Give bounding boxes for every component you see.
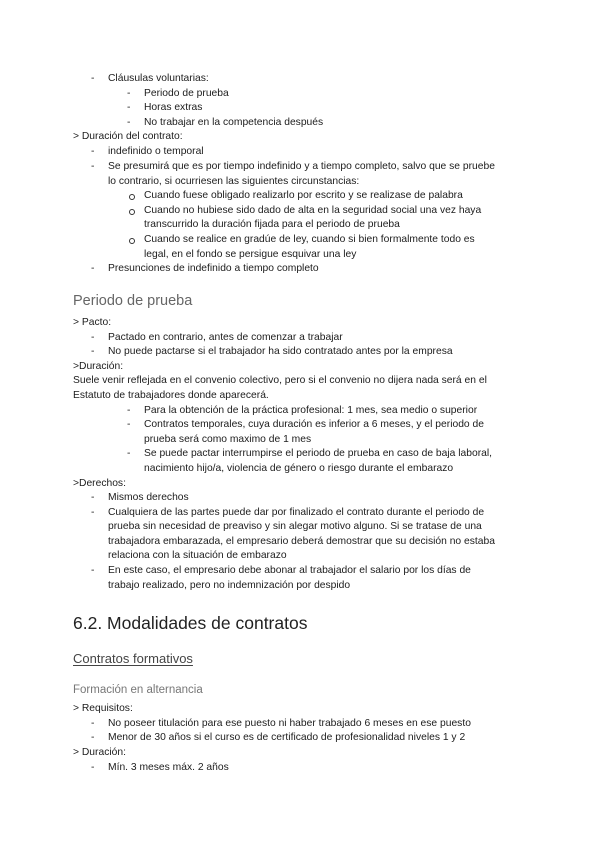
- section-label: > Duración del contrato:: [73, 131, 183, 142]
- list-dash: -: [127, 117, 131, 128]
- list-item-continuation: trabajo realizado, pero no indemnización por despido: [108, 580, 351, 591]
- list-item: Presunciones de indefinido a tiempo completo: [108, 263, 319, 274]
- list-dash: -: [91, 507, 95, 518]
- list-item: Menor de 30 años si el curso es de certificado de profesionalidad niveles 1 y 2: [108, 732, 466, 743]
- paragraph-line: Suele venir reflejada en el convenio colectivo, pero si el convenio no dijera nada será en el: [73, 375, 487, 386]
- section-label: > Pacto:: [73, 317, 112, 328]
- list-dash: -: [91, 565, 95, 576]
- list-item: Mismos derechos: [108, 492, 189, 503]
- list-dash: -: [127, 102, 131, 113]
- list-dash: -: [127, 419, 131, 430]
- list-dash: -: [127, 448, 131, 459]
- list-item: No trabajar en la competencia después: [144, 117, 324, 128]
- chapter-heading: 6.2. Modalidades de contratos: [73, 613, 308, 633]
- list-item: Mín. 3 meses máx. 2 años: [108, 762, 229, 773]
- list-item: indefinido o temporal: [108, 146, 204, 157]
- circle-bullet-icon: [129, 194, 135, 200]
- list-item: Se puede pactar interrumpirse el periodo de prueba en caso de baja laboral,: [144, 448, 493, 459]
- list-dash: -: [91, 762, 95, 773]
- paragraph-line: Estatuto de trabajadores donde aparecerá.: [73, 390, 269, 401]
- list-item: Horas extras: [144, 102, 203, 113]
- list-dash: -: [127, 405, 131, 416]
- clausulas-title: Cláusulas voluntarias:: [108, 73, 209, 84]
- list-dash: -: [91, 732, 95, 743]
- list-item: Contratos temporales, cuya duración es inferior a 6 meses, y el periodo de: [144, 419, 484, 430]
- section-label: > Duración:: [73, 747, 126, 758]
- list-item-continuation: lo contrario, si ocurriesen las siguientes circunstancias:: [108, 176, 360, 187]
- list-dash: -: [91, 718, 95, 729]
- list-item: Para la obtención de la práctica profesional: 1 mes, sea medio o superior: [144, 405, 478, 416]
- list-item-continuation: prueba sin necesidad de preaviso y sin alegar motivo alguno. Si se tratase de una: [108, 521, 482, 532]
- list-item: Cuando se realice en gradúe de ley, cuando si bien formalmente todo es: [144, 234, 475, 245]
- list-dash: -: [91, 73, 95, 84]
- list-item: Pactado en contrario, antes de comenzar a trabajar: [108, 332, 343, 343]
- list-item: Se presumirá que es por tiempo indefinido y a tiempo completo, salvo que se pruebe: [108, 161, 495, 172]
- list-item-continuation: relaciona con la situación de embarazo: [108, 550, 287, 561]
- subsection-heading: Contratos formativos: [73, 651, 193, 666]
- section-heading: Periodo de prueba: [73, 293, 193, 309]
- list-dash: -: [91, 161, 95, 172]
- list-item: Periodo de prueba: [144, 88, 229, 99]
- list-item-continuation: legal, en el fondo se persigue esquivar una ley: [144, 249, 357, 260]
- list-item-continuation: prueba será como maximo de 1 mes: [144, 434, 312, 445]
- list-dash: -: [127, 88, 131, 99]
- list-item-continuation: trabajadora embarazada, el empresario deberá demostrar que su decisión no estaba: [108, 536, 495, 547]
- list-item: Cualquiera de las partes puede dar por finalizado el contrato durante el periodo de: [108, 507, 485, 518]
- list-item-continuation: nacimiento hijo/a, violencia de género o riesgo durante el embarazo: [144, 463, 454, 474]
- list-item: Cuando no hubiese sido dado de alta en la seguridad social una vez haya: [144, 205, 482, 216]
- section-label: >Duración:: [73, 361, 124, 372]
- section-label: > Requisitos:: [73, 703, 133, 714]
- list-item: No poseer titulación para ese puesto ni haber trabajado 6 meses en ese puesto: [108, 718, 471, 729]
- list-dash: -: [91, 492, 95, 503]
- list-dash: -: [91, 263, 95, 274]
- list-item: Cuando fuese obligado realizarlo por escrito y se realizase de palabra: [144, 190, 463, 201]
- circle-bullet-icon: [129, 238, 135, 244]
- list-item: En este caso, el empresario debe abonar al trabajador el salario por los días de: [108, 565, 471, 576]
- list-item-continuation: transcurrido la duración fijada para el periodo de prueba: [144, 219, 400, 230]
- section-label: >Derechos:: [73, 478, 126, 489]
- list-dash: -: [91, 332, 95, 343]
- circle-bullet-icon: [129, 209, 135, 215]
- list-dash: -: [91, 146, 95, 157]
- list-item: No puede pactarse si el trabajador ha sido contratado antes por la empresa: [108, 346, 453, 357]
- list-dash: -: [91, 346, 95, 357]
- subsubsection-heading: Formación en alternancia: [73, 684, 203, 696]
